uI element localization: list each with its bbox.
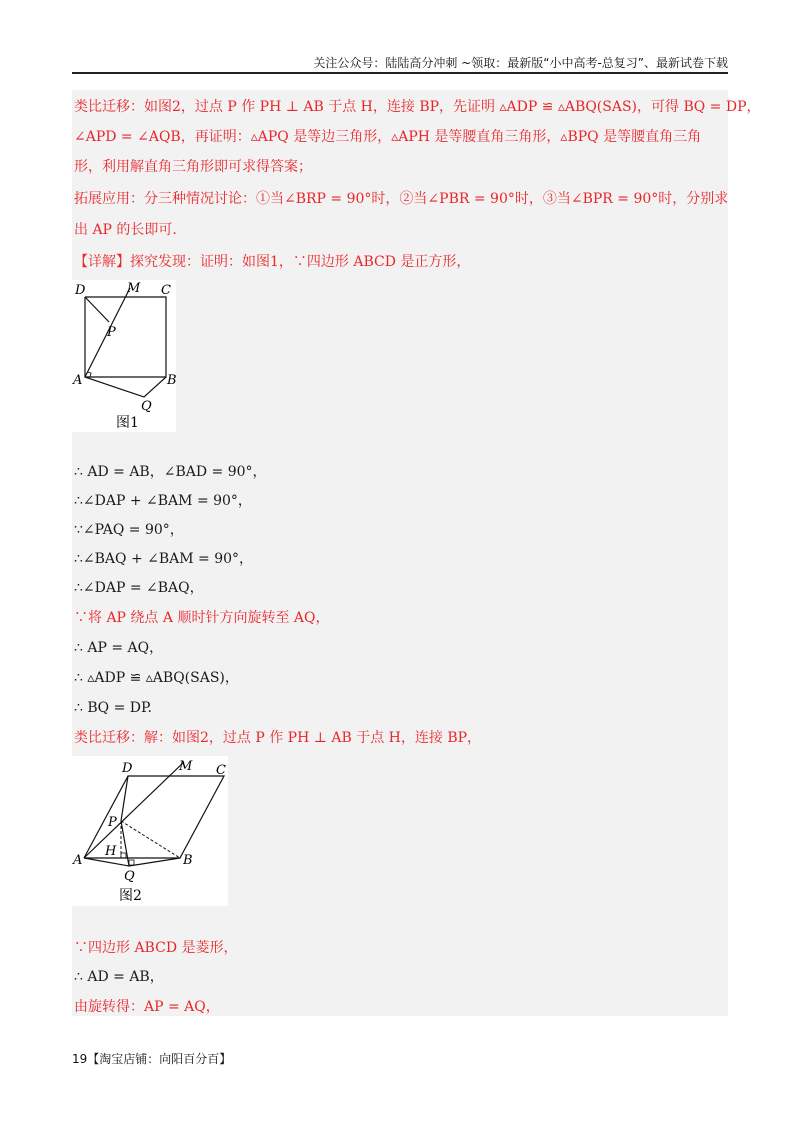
- label-a: A: [73, 373, 83, 388]
- text-line-dap-bam: ∴∠DAP + ∠BAM = 90°，: [74, 493, 252, 509]
- text-line-congruence: ∴ ▵ADP ≌ ▵ABQ(SAS)，: [74, 670, 239, 686]
- header-divider: [72, 72, 728, 74]
- label-q: Q: [141, 399, 152, 414]
- segment-pq: [121, 821, 129, 866]
- label-b: B: [167, 373, 176, 388]
- label-b: B: [183, 853, 193, 868]
- segment-aqb: [85, 377, 166, 397]
- label-c: C: [216, 763, 226, 778]
- page-footer: [72, 1050, 231, 1067]
- right-angle-mark-q: [129, 860, 134, 865]
- label-m: M: [179, 759, 193, 774]
- figure-1-caption: 图1: [116, 415, 139, 431]
- text-line-ap-aq: ∴ AP = AQ，: [74, 640, 164, 656]
- text-line-dap-baq: ∴∠DAP = ∠BAQ，: [74, 580, 204, 596]
- figure-2-rhombus: [72, 756, 228, 906]
- label-p: P: [107, 325, 116, 340]
- label-a: A: [73, 853, 83, 868]
- label-p: P: [108, 815, 117, 830]
- text-line-bq-dp: ∴ BQ = DP.: [74, 700, 153, 716]
- figure-2-diagram: [72, 756, 228, 906]
- page-header: 关注公众号：陆陆高分冲刺 ~领取：最新版“小中高考-总复习”、最新试卷下载: [313, 56, 728, 70]
- figure-2-caption: 图2: [119, 888, 142, 904]
- figure-1-diagram: [72, 280, 176, 432]
- label-q: Q: [124, 869, 135, 884]
- text-line-rotation-2: 由旋转得：AP = AQ，: [74, 999, 220, 1015]
- figure-1-square: [72, 280, 176, 432]
- text-line-rhombus: ∵四边形 ABCD 是菱形，: [74, 940, 238, 956]
- text-line-ad-ab-2: ∴ AD = AB，: [74, 969, 164, 985]
- text-line-paq: ∵∠PAQ = 90°，: [74, 522, 184, 538]
- segment-dp: [85, 297, 109, 322]
- shop-name: 【淘宝店铺：向阳百分百】: [87, 1052, 232, 1066]
- text-line-rotation: ∵将 AP 绕点 A 顺时针方向旋转至 AQ，: [74, 610, 330, 626]
- text-line-extension-end: 出 AP 的长即可.: [74, 222, 177, 238]
- text-line-ad-ab: ∴ AD = AB，∠BAD = 90°，: [74, 464, 267, 480]
- right-angle-mark-h: [121, 853, 126, 858]
- segment-pb-dashed: [121, 821, 180, 858]
- text-line-analogy-intro: 类比迁移：如图2，过点 P 作 PH ⊥ AB 于点 H，连接 BP，先证明 ▵ADP ≌ ▵ABQ(SAS)，可得 BQ = DP，: [74, 99, 761, 115]
- text-line-triangle-solution: 形，利用解直角三角形即可求得答案；: [74, 159, 312, 175]
- text-line-angle-proof: ∠APD = ∠AQB，再证明：▵APQ 是等边三角形，▵APH 是等腰直角三角形，▵BPQ 是等腰直角三角: [74, 129, 702, 145]
- label-d: D: [122, 761, 133, 776]
- text-line-analogy-solution: 类比迁移：解：如图2，过点 P 作 PH ⊥ AB 于点 H，连接 BP，: [74, 730, 482, 746]
- label-h: H: [105, 844, 117, 859]
- label-c: C: [161, 283, 171, 298]
- text-line-extension: 拓展应用：分三种情况讨论：①当∠BRP = 90°时，②当∠PBR = 90°时，③当∠BPR = 90°时，分别求: [74, 191, 729, 207]
- text-line-baq-bam: ∴∠BAQ + ∠BAM = 90°，: [74, 551, 254, 567]
- page-number: 19: [72, 1052, 88, 1066]
- text-line-detail-heading: 【详解】探究发现：证明：如图1，∵四边形 ABCD 是正方形，: [74, 254, 471, 270]
- label-d: D: [75, 283, 86, 298]
- label-m: M: [127, 281, 141, 296]
